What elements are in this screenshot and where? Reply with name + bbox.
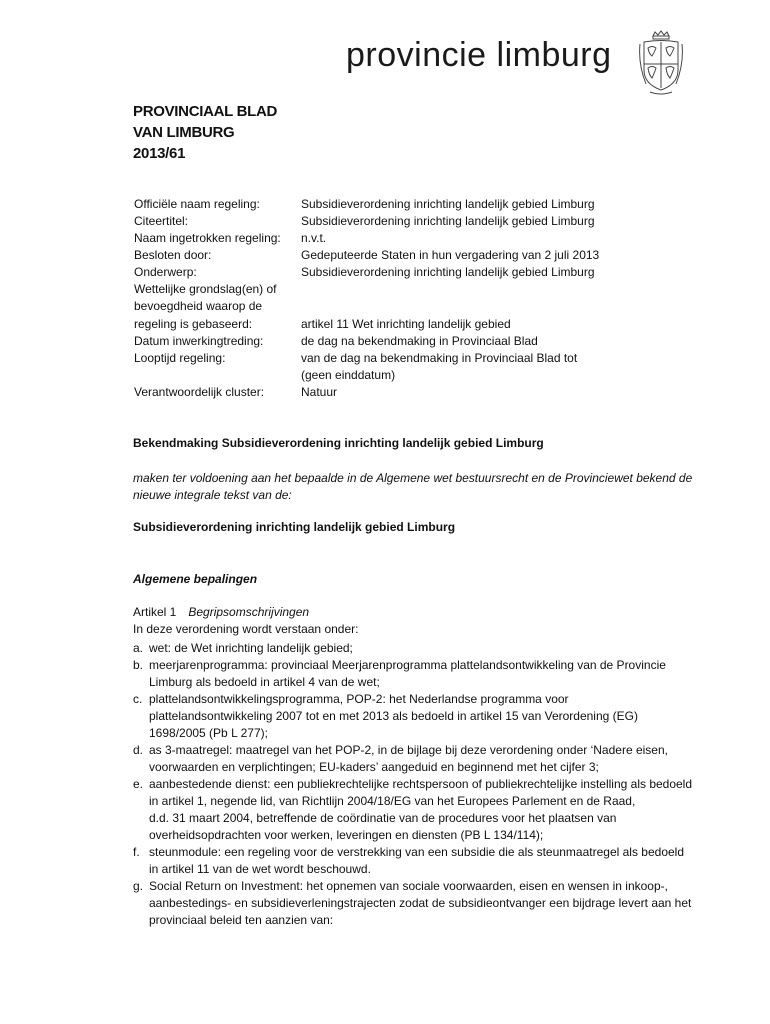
- definition-line: Limburg als bedoeld in artikel 4 van de wet;: [149, 675, 380, 689]
- definition-item: [133, 691, 693, 742]
- intro-line-1: maken ter voldoening aan het bepaalde in de Algemene wet bestuursrecht en de Provinciewet bekend de: [133, 471, 693, 485]
- blad-line-2: VAN LIMBURG: [133, 124, 235, 141]
- definition-line: in artikel 11 van de wet wordt beschouwd.: [149, 862, 371, 876]
- definition-line: Social Return on Investment: het opnemen van sociale voorwaarden, eisen en wensen in inkoop-,: [149, 879, 668, 893]
- besloten-door-value: Gedeputeerde Staten in hun vergadering van 2 juli 2013: [301, 248, 600, 262]
- definition-item: [133, 657, 693, 691]
- definition-letter: a.: [133, 641, 144, 655]
- definition-line: aanbestedings- en subsidieverleningstrajecten zodat de subsidieontvanger een bijdrage levert aan het: [149, 896, 692, 910]
- naam-ingetrokken-value: n.v.t.: [301, 231, 327, 245]
- definition-line: 1698/2005 (Pb L 277);: [149, 726, 268, 740]
- bekendmaking-heading: Bekendmaking Subsidieverordening inrichting landelijk gebied Limburg: [133, 436, 544, 450]
- definition-line: as 3-maatregel: maatregel van het POP-2, in de bijlage bij deze verordening onder ‘Nadere eisen,: [149, 743, 668, 757]
- definition-line: plattelandsontwikkeling 2007 tot en met 2013 als bedoeld in artikel 15 van Verordening (EG): [149, 709, 638, 723]
- looptijd-value-line-2: (geen einddatum): [301, 368, 396, 382]
- definition-line: d.d. 31 maart 2004, betreffende de coördinatie van de procedures voor het plaatsen van: [149, 811, 617, 825]
- definition-line: in artikel 1, negende lid, van Richtlijn 2004/18/EG van het Europees Parlement en de Raad,: [149, 794, 636, 808]
- grondslag-label-line-1: Wettelijke grondslag(en) of: [134, 282, 277, 296]
- officiele-naam-label: Officiële naam regeling:: [134, 197, 260, 211]
- naam-ingetrokken-label: Naam ingetrokken regeling:: [134, 231, 281, 245]
- onderwerp-label: Onderwerp:: [134, 265, 197, 279]
- regeling-title: Subsidieverordening inrichting landelijk gebied Limburg: [133, 520, 456, 534]
- definition-line: voorwaarden en verplichtingen; EU-kaders’ aangeduid en beginnend met het cijfer 3;: [149, 760, 599, 774]
- definition-letter: g.: [133, 879, 144, 893]
- definition-item: [133, 878, 693, 929]
- definition-line: overheidsopdrachten voor werken, leveringen en diensten (PB L 134/114);: [149, 828, 544, 842]
- definition-line: wet: de Wet inrichting landelijk gebied;: [149, 641, 353, 655]
- verantwoordelijk-cluster-label: Verantwoordelijk cluster:: [134, 385, 265, 399]
- looptijd-value-line-1: van de dag na bekendmaking in Provinciaal Blad tot: [301, 351, 578, 365]
- artikel-intro: In deze verordening wordt verstaan onder:: [133, 622, 359, 636]
- definition-item: [133, 742, 693, 776]
- definitions-list: [133, 640, 693, 929]
- definition-line: aanbestedende dienst: een publiekrechtelijke rechtspersoon of publiekrechtelijke instelling als bedoeld: [149, 777, 693, 791]
- grondslag-label-line-3: regeling is gebaseerd:: [134, 317, 253, 331]
- definition-letter: c.: [133, 692, 143, 706]
- besloten-door-label: Besloten door:: [134, 248, 212, 262]
- artikel-number: Artikel 1: [133, 605, 177, 619]
- looptijd-label: Looptijd regeling:: [134, 351, 226, 365]
- limburg-coat-of-arms-icon: [638, 30, 684, 96]
- citeertitel-label: Citeertitel:: [134, 214, 189, 228]
- datum-inwerkingtreding-value: de dag na bekendmaking in Provinciaal Blad: [301, 334, 538, 348]
- officiele-naam-value: Subsidieverordening inrichting landelijk gebied Limburg: [301, 197, 595, 211]
- definition-line: steunmodule: een regeling voor de verstrekking van een subsidie die als steunmaatregel als bedoeld: [149, 845, 685, 859]
- grondslag-value: artikel 11 Wet inrichting landelijk gebied: [301, 317, 511, 331]
- logo-wordmark: provincie limburg: [346, 36, 612, 74]
- provinciaal-blad-title: [133, 101, 277, 164]
- definition-line: meerjarenprogramma: provinciaal Meerjarenprogramma plattelandsontwikkeling van de Provincie: [149, 658, 666, 672]
- intro-line-2: nieuwe integrale tekst van de:: [133, 488, 292, 502]
- definition-letter: f.: [133, 845, 140, 859]
- definition-line: plattelandsontwikkelingsprogramma, POP-2: het Nederlandse programma voor: [149, 692, 569, 706]
- blad-number: 2013/61: [133, 145, 186, 162]
- definition-item: [133, 776, 693, 844]
- artikel-heading: [133, 604, 309, 621]
- definition-letter: e.: [133, 777, 144, 791]
- onderwerp-value: Subsidieverordening inrichting landelijk gebied Limburg: [301, 265, 595, 279]
- verantwoordelijk-cluster-value: Natuur: [301, 385, 338, 399]
- blad-line-1: PROVINCIAAL BLAD: [133, 103, 278, 120]
- citeertitel-value: Subsidieverordening inrichting landelijk gebied Limburg: [301, 214, 595, 228]
- definition-letter: d.: [133, 743, 144, 757]
- grondslag-label-line-2: bevoegdheid waarop de: [134, 299, 263, 313]
- section-heading: Algemene bepalingen: [133, 572, 258, 586]
- definition-line: provinciaal beleid ten aanzien van:: [149, 913, 334, 927]
- artikel-title: Begripsomschrijvingen: [188, 605, 310, 619]
- datum-inwerkingtreding-label: Datum inwerkingtreding:: [134, 334, 264, 348]
- definition-item: [133, 640, 693, 657]
- definition-letter: b.: [133, 658, 144, 672]
- definition-item: [133, 844, 693, 878]
